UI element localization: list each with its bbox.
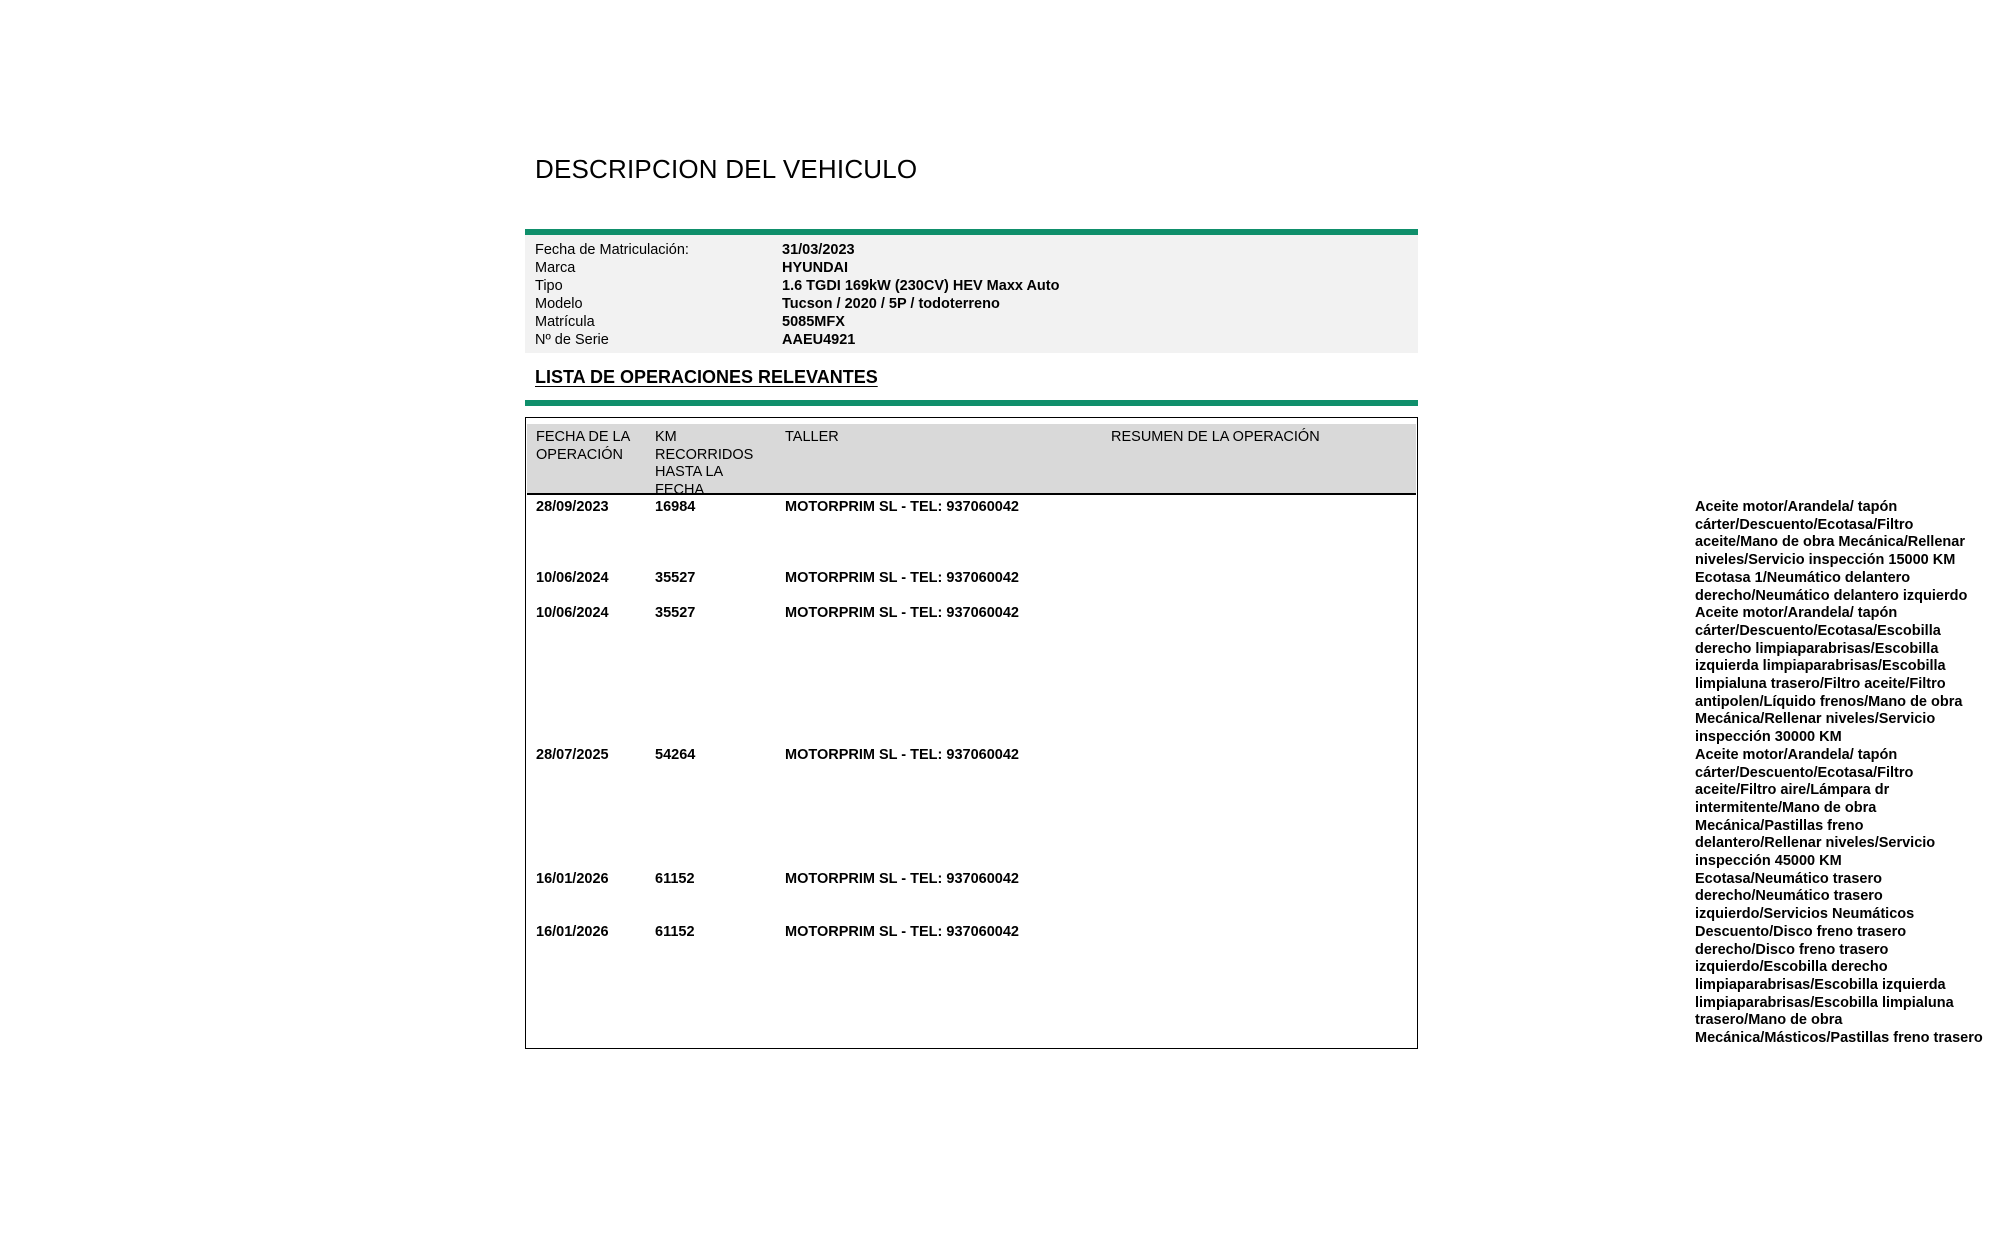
row-taller: MOTORPRIM SL - TEL: 937060042 bbox=[785, 923, 1019, 940]
row-km: 61152 bbox=[655, 870, 695, 887]
vehicle-value: Tucson / 2020 / 5P / todoterreno bbox=[782, 296, 1000, 312]
vehicle-row-brand bbox=[535, 259, 1405, 277]
table-row bbox=[527, 870, 1915, 924]
row-resumen: Aceite motor/Arandela/ tapón cárter/Descuento/Ecotasa/Filtro aceite/Mano de obra Mecánica/Rellenar niveles/Servicio inspección 15000 KM bbox=[1695, 499, 1965, 569]
row-resumen: Ecotasa/Neumático trasero derecho/Neumático trasero izquierdo/Servicios Neumáticos bbox=[1695, 870, 1915, 923]
row-taller: MOTORPRIM SL - TEL: 937060042 bbox=[785, 569, 1019, 586]
page-title: DESCRIPCION DEL VEHICULO bbox=[535, 154, 918, 184]
vehicle-value: HYUNDAI bbox=[782, 260, 849, 276]
vehicle-value: 31/03/2023 bbox=[782, 242, 855, 258]
header-date: FECHA DE LA OPERACIÓN bbox=[536, 429, 631, 463]
operations-table bbox=[525, 417, 1983, 1049]
row-resumen: Descuento/Disco freno trasero derecho/Disco freno trasero izquierdo/Escobilla derecho limpiaparabrisas/Escobilla izquierda limpiaparabrisas/Escobilla limpialuna trasero/Mano de obra Mecánica/Másticos/Pastillas freno trasero bbox=[1695, 923, 1983, 1047]
table-header bbox=[527, 424, 1416, 498]
row-resumen: Aceite motor/Arandela/ tapón cárter/Descuento/Ecotasa/Filtro aceite/Filtro aire/Lámpara dr intermitente/Mano de obra Mecánica/Pastillas freno delantero/Rellenar niveles/Servicio inspección 45000 KM bbox=[1695, 746, 1936, 870]
table-body bbox=[527, 499, 1983, 1048]
vehicle-row-registration-date bbox=[535, 241, 1405, 259]
header-resumen: RESUMEN DE LA OPERACIÓN bbox=[1111, 429, 1320, 445]
row-taller: MOTORPRIM SL - TEL: 937060042 bbox=[785, 499, 1019, 515]
row-km: 35527 bbox=[655, 569, 696, 586]
row-resumen: Aceite motor/Arandela/ tapón cárter/Descuento/Ecotasa/Escobilla derecho limpiaparabrisas/Escobilla izquierda limpiaparabrisas/Escobilla limpialuna trasero/Filtro aceite/Filtro antipolen/Líquido frenos/Mano de obra Mecánica/Rellenar niveles/Servicio inspección 30000 KM bbox=[1695, 605, 1963, 746]
table-row bbox=[527, 499, 1965, 570]
vehicle-row-model bbox=[535, 295, 1405, 313]
vehicle-details-panel bbox=[525, 235, 1418, 353]
table-row bbox=[527, 923, 1983, 1048]
row-taller: MOTORPRIM SL - TEL: 937060042 bbox=[785, 870, 1019, 887]
vehicle-value: 5085MFX bbox=[782, 314, 845, 330]
row-taller: MOTORPRIM SL - TEL: 937060042 bbox=[785, 746, 1019, 763]
row-date: 10/06/2024 bbox=[536, 605, 609, 622]
vehicle-label: Modelo bbox=[535, 296, 583, 312]
vehicle-value: AAEU4921 bbox=[782, 332, 856, 348]
vehicle-label: Tipo bbox=[535, 278, 563, 294]
section-divider bbox=[525, 400, 1418, 406]
row-date: 16/01/2026 bbox=[536, 870, 609, 887]
header-km: KM RECORRIDOS HASTA LA FECHA bbox=[655, 429, 754, 498]
vehicle-value: 1.6 TGDI 169kW (230CV) HEV Maxx Auto bbox=[782, 278, 1060, 294]
vehicle-label: Fecha de Matriculación: bbox=[535, 242, 689, 258]
vehicle-label: Matrícula bbox=[535, 314, 595, 330]
header-taller: TALLER bbox=[785, 429, 839, 445]
table-row bbox=[527, 746, 1936, 871]
row-date: 10/06/2024 bbox=[536, 569, 609, 586]
row-km: 54264 bbox=[655, 746, 696, 763]
row-km: 16984 bbox=[655, 499, 696, 515]
vehicle-label: Marca bbox=[535, 260, 576, 276]
table-row bbox=[527, 605, 1963, 747]
row-resumen: Ecotasa 1/Neumático delantero derecho/Neumático delantero izquierdo bbox=[1695, 569, 1968, 604]
vehicle-row-type bbox=[535, 277, 1405, 295]
row-km: 35527 bbox=[655, 605, 696, 622]
row-taller: MOTORPRIM SL - TEL: 937060042 bbox=[785, 605, 1019, 622]
row-date: 28/07/2025 bbox=[536, 746, 609, 763]
vehicle-row-serial bbox=[535, 331, 1405, 349]
row-date: 16/01/2026 bbox=[536, 923, 609, 940]
vehicle-row-plate bbox=[535, 313, 1405, 331]
operations-title: LISTA DE OPERACIONES RELEVANTES bbox=[535, 367, 878, 387]
table-row bbox=[527, 569, 1968, 605]
row-km: 61152 bbox=[655, 923, 695, 940]
vehicle-label: Nº de Serie bbox=[535, 332, 609, 348]
row-date: 28/09/2023 bbox=[536, 499, 609, 515]
